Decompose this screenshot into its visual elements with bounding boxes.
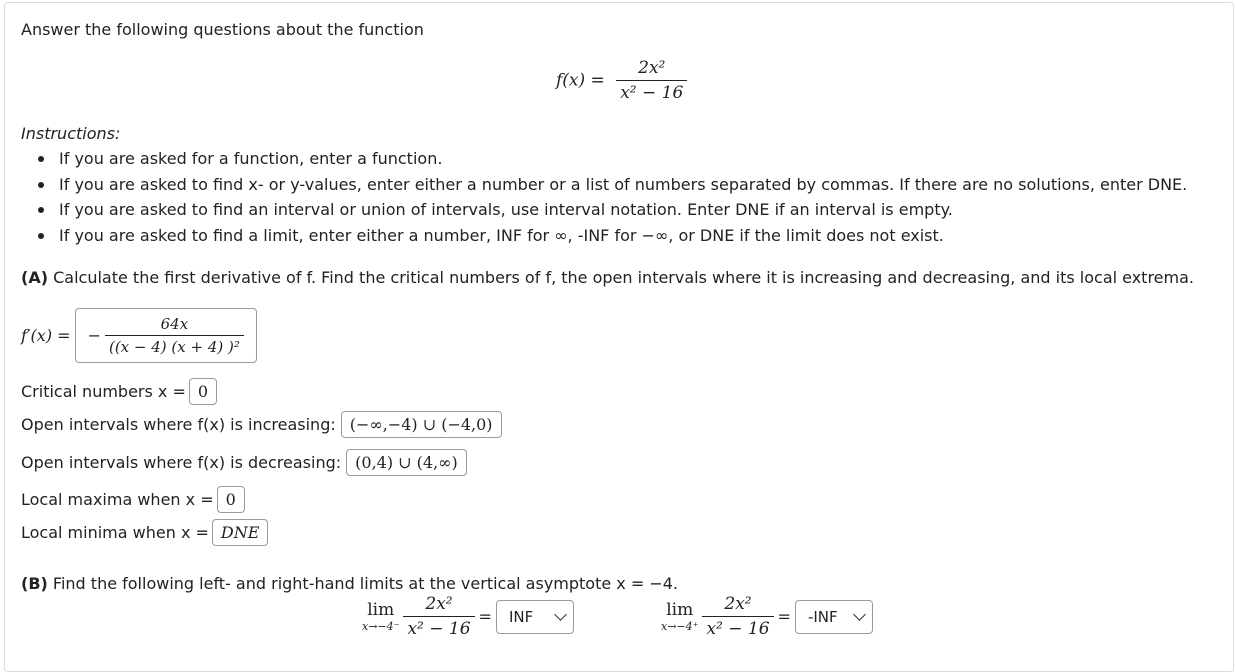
chevron-down-icon: [554, 608, 567, 621]
function-lhs: f(x) =: [556, 70, 605, 91]
chevron-down-icon: [853, 608, 866, 621]
decreasing-label: Open intervals where f(x) is decreasing:: [21, 453, 342, 472]
left-limit-operator: [362, 600, 399, 633]
left-limit-select[interactable]: [496, 600, 574, 634]
derivative-fraction: [105, 315, 244, 356]
left-limit-value: INF: [508, 607, 534, 626]
derivative-denominator: ((x − 4) (x + 4) )²: [105, 335, 244, 356]
instruction-item: If you are asked to find a limit, enter either a number, INF for ∞, -INF for −∞, or DNE if the limit does not exist.: [21, 223, 1187, 249]
instructions-heading: Instructions:: [21, 124, 121, 143]
right-limit-fraction: [702, 594, 773, 639]
left-limit-numerator: 2x²: [425, 594, 453, 614]
derivative-sign: −: [87, 326, 101, 345]
part-b-label: (B): [21, 574, 48, 593]
left-lim-subscript: x→−4⁻: [362, 620, 400, 633]
instruction-item: If you are asked to find an interval or union of intervals, use interval notation. Enter DNE if an interval is empty.: [21, 197, 1187, 223]
increasing-answer-field[interactable]: (−∞,−4) ∪ (−4,0): [341, 411, 502, 438]
derivative-answer-field[interactable]: [75, 308, 257, 363]
minima-answer-field[interactable]: DNE: [212, 519, 269, 546]
instruction-item: If you are asked to find x- or y-values, enter either a number or a list of numbers separated by commas. If there are no solutions, enter DNE.: [21, 172, 1187, 198]
decreasing-row: [21, 449, 467, 476]
intro-text: Answer the following questions about the function: [21, 20, 424, 39]
left-limit-fraction: [403, 594, 474, 639]
right-equals: =: [777, 607, 791, 626]
function-denominator: x² − 16: [616, 80, 687, 103]
left-limit-denominator: x² − 16: [403, 616, 474, 639]
right-limit-denominator: x² − 16: [702, 616, 773, 639]
right-limit-row: [661, 594, 873, 639]
instruction-item: If you are asked for a function, enter a function.: [21, 146, 1187, 172]
maxima-label: Local maxima when x =: [21, 490, 214, 509]
derivative-numerator: 64x: [160, 315, 189, 333]
maxima-row: [21, 486, 245, 513]
part-a-prompt: [21, 268, 1194, 287]
right-limit-numerator: 2x²: [724, 594, 752, 614]
right-lim-subscript: x→−4⁺: [661, 620, 699, 633]
critical-row: [21, 378, 217, 405]
part-b-prompt: [21, 574, 678, 593]
critical-label: Critical numbers x =: [21, 382, 186, 401]
left-lim-word: lim: [367, 600, 395, 620]
part-b-text: Find the following left- and right-hand limits at the vertical asymptote x = −4.: [52, 574, 679, 593]
left-limit-row: [362, 594, 574, 639]
right-limit-operator: [661, 600, 698, 633]
function-display: [556, 58, 687, 103]
right-limit-select[interactable]: [795, 600, 873, 634]
function-fraction: [616, 58, 687, 103]
function-numerator: 2x²: [638, 58, 666, 78]
derivative-row: [21, 308, 257, 363]
instructions-list: [21, 146, 1187, 249]
maxima-answer-field[interactable]: 0: [217, 486, 245, 513]
minima-row: [21, 519, 268, 546]
right-lim-word: lim: [666, 600, 694, 620]
part-a-label: (A): [21, 268, 49, 287]
left-equals: =: [478, 607, 492, 626]
minima-label: Local minima when x =: [21, 523, 209, 542]
critical-answer-field[interactable]: 0: [189, 378, 217, 405]
right-limit-value: -INF: [807, 607, 838, 626]
increasing-row: [21, 411, 502, 438]
part-a-text: Calculate the first derivative of f. Find the critical numbers of f, the open intervals where it is increasing and decreasing, and its local extrema.: [53, 268, 1194, 287]
increasing-label: Open intervals where f(x) is increasing:: [21, 415, 336, 434]
derivative-lhs: f′(x) =: [21, 326, 71, 345]
decreasing-answer-field[interactable]: (0,4) ∪ (4,∞): [346, 449, 467, 476]
